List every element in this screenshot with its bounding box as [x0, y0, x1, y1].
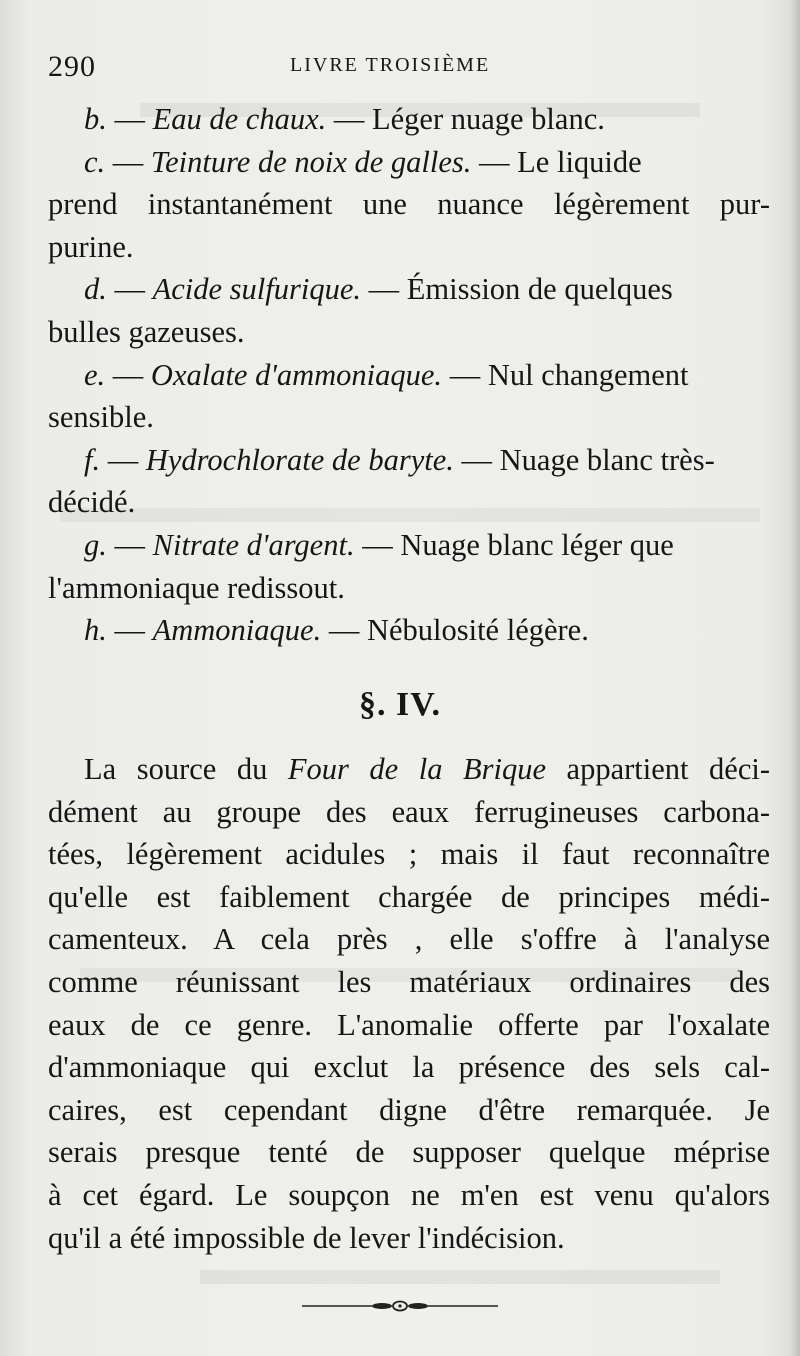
reagent-name: Nitrate d'argent. — [152, 527, 355, 562]
paragraph-text: appartient déci- — [546, 752, 770, 786]
reaction-result: — Émission de quelques — [361, 272, 673, 307]
reaction-result: — Nébulosité légère. — [321, 613, 589, 648]
reaction-result: — Léger nuage blanc. — [326, 102, 605, 136]
reaction-separator: — — [106, 527, 153, 562]
reagent-name: Teinture de noix de galles. — [150, 144, 472, 179]
reaction-result-continuation: purine. — [48, 229, 134, 264]
reaction-result-continuation: bulles gazeuses. — [48, 314, 245, 349]
reaction-letter: h. — [84, 613, 107, 648]
paragraph-line: tées, légèrement acidules ; mais il faut reconnaître — [48, 837, 770, 872]
reaction-result-continuation: l'ammoniaque redissout. — [48, 570, 345, 605]
paragraph-line: comme réunissant les matériaux ordinaires des — [48, 964, 770, 999]
reaction-result-continuation: sensible. — [48, 400, 154, 435]
reaction-list — [48, 98, 770, 652]
reaction-result: — Nul changement — [442, 357, 689, 392]
reaction-item-g — [48, 524, 770, 567]
paragraph-line: caires, est cependant digne d'être remarquée. Je — [48, 1092, 770, 1127]
reaction-separator: — — [105, 144, 151, 179]
paragraph-line: dément au groupe des eaux ferrugineuses carbona- — [48, 794, 770, 829]
source-name: Four de la Brique — [287, 752, 547, 786]
page-number: 290 — [48, 50, 96, 83]
reaction-item-c — [48, 141, 770, 184]
reagent-name: Eau de chaux. — [152, 102, 327, 136]
reaction-letter: e. — [84, 357, 106, 392]
reaction-item-e — [48, 354, 770, 397]
reaction-result: — Nuage blanc très- — [453, 442, 715, 477]
reaction-item-h — [48, 609, 770, 652]
reaction-separator: — — [105, 357, 151, 392]
running-title: LIVRE TROISIÈME — [290, 54, 491, 76]
reaction-letter: b. — [84, 102, 107, 136]
reaction-result-continuation: prend instantanément une nuance légèrement pur- — [48, 187, 770, 222]
paragraph-line — [48, 748, 770, 791]
section-heading: §. IV. — [359, 686, 441, 723]
section-paragraph — [48, 748, 770, 1259]
reagent-name: Acide sulfurique. — [152, 272, 362, 307]
reagent-name: Oxalate d'ammoniaque. — [150, 357, 443, 392]
reagent-name: Ammoniaque. — [152, 613, 322, 648]
paragraph-text: La source du — [84, 752, 288, 786]
page-edge-shadow — [790, 0, 800, 1356]
end-ornament-icon — [300, 1298, 500, 1314]
reaction-result-continuation: décidé. — [48, 485, 136, 520]
reaction-separator: — — [100, 442, 146, 477]
reagent-name: Hydrochlorate de baryte. — [145, 442, 454, 477]
reaction-item-d — [48, 268, 770, 311]
reaction-separator: — — [106, 102, 153, 136]
paragraph-line: serais presque tenté de supposer quelque méprise — [48, 1135, 770, 1170]
reaction-separator: — — [106, 272, 153, 307]
paragraph-line: qu'il a été impossible de lever l'indécision. — [48, 1220, 565, 1255]
reaction-letter: f. — [84, 442, 101, 477]
reaction-separator: — — [106, 613, 153, 648]
reaction-letter: g. — [84, 527, 107, 562]
reaction-item-b — [48, 98, 770, 141]
running-header — [48, 44, 748, 84]
reaction-result: — Nuage blanc léger que — [354, 527, 674, 562]
paragraph-line: à cet égard. Le soupçon ne m'en est venu qu'alors — [48, 1177, 770, 1212]
paragraph-line: eaux de ce genre. L'anomalie offerte par l'oxalate — [48, 1007, 770, 1042]
paragraph-line: camenteux. A cela près , elle s'offre à l'analyse — [48, 922, 770, 957]
reaction-letter: d. — [84, 272, 107, 307]
reaction-letter: c. — [84, 144, 106, 179]
paragraph-line: d'ammoniaque qui exclut la présence des sels cal- — [48, 1050, 770, 1085]
reaction-result: — Le liquide — [471, 144, 642, 179]
paragraph-line: qu'elle est faiblement chargée de principes médi- — [48, 879, 770, 914]
reaction-item-f — [48, 439, 770, 482]
bleed-through-texture — [40, 1262, 780, 1290]
